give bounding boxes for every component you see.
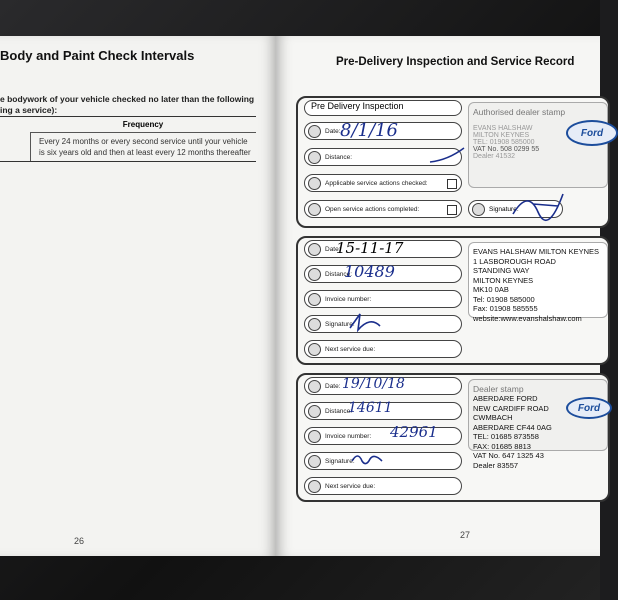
date-label: Date: [325,245,341,253]
radio-icon [308,318,321,331]
applicable-label: Applicable service actions checked: [325,179,428,187]
handwritten-distance-2: 10489 [344,262,395,281]
handwritten-signature-3 [348,447,388,471]
handwritten-invoice-3: 42961 [390,423,438,441]
handwritten-date-1: 8/1/16 [340,120,398,141]
right-page [276,36,604,556]
stamp-line: MK10 0AB [473,285,509,294]
stamp-line: NEW CARDIFF ROAD [473,403,549,413]
service-record-box-1 [296,236,610,365]
date-label: Date: [325,127,341,135]
stamp-line: MILTON KEYNES [473,132,530,139]
signature-label: Signature: [325,320,355,328]
radio-icon [308,455,321,468]
signature-label: Signature: [325,457,355,465]
invoice-label: Invoice number: [325,432,372,440]
date-label: Date: [325,382,341,390]
dealer-stamp-2 [468,242,608,323]
stamp-line: website:www.evanshalshaw.com [473,313,582,323]
radio-icon [308,203,321,216]
handwritten-date-2: 15-11-17 [336,239,404,257]
page-number-left: 26 [74,536,85,546]
radio-icon [308,177,321,190]
stamp-line: Fax: 01908 585555 [473,304,538,313]
stamp-line: FAX: 01685 8813 [473,441,531,451]
distance-label: Distance: [325,270,353,278]
radio-icon [472,203,485,216]
signature-label: Signature: [489,205,519,213]
radio-icon [308,293,321,306]
frequency-table [0,116,256,162]
radio-icon [308,151,321,164]
next-service-label: Next service due: [325,482,376,490]
stamp-line: EVANS HALSHAW MILTON KEYNES [473,247,600,256]
stamp-dealer: Dealer 41532 [473,153,516,160]
radio-icon [308,380,321,393]
left-page [0,36,276,556]
handwritten-signature-2 [346,310,386,334]
table-cell: Every 24 months or every second service until your vehicle is six years old and then at least every 12 months thereafter [30,133,256,161]
stamp-line: Dealer 83557 [473,460,519,470]
right-heading: Pre-Delivery Inspection and Service Record [336,56,575,68]
distance-label: Distance: [325,153,353,161]
stamp-line: 1 LASBOROUGH ROAD [473,256,556,266]
stamp-line: TEL: 01908 585000 [473,139,535,146]
radio-icon [308,405,321,418]
handwritten-date-3: 19/10/18 [342,376,405,392]
radio-icon [308,125,321,138]
checkbox[interactable] [447,179,457,189]
radio-icon [308,480,321,493]
stamp-title: Dealer stamp [473,384,524,394]
radio-icon [308,268,321,281]
left-heading: Body and Paint Check Intervals [0,48,195,63]
handwritten-distance-3: 14611 [348,400,393,416]
next-service-label: Next service due: [325,345,376,353]
radio-icon [308,343,321,356]
section1-title: Pre Delivery Inspection [304,100,462,116]
stamp-line: Tel: 01908 585000 [473,294,535,304]
stamp-line: TEL: 01685 873558 [473,432,539,441]
stamp-vat: VAT No. 508 0299 55 [473,146,540,153]
stamp-line: CWMBACH [473,413,513,422]
next-service-field-3[interactable] [304,477,462,495]
stamp-line: ABERDARE FORD [473,394,538,403]
open-label: Open service actions completed: [325,205,420,213]
next-service-field-2[interactable] [304,340,462,358]
pen-stroke [428,140,468,170]
ford-logo: Ford [566,120,618,146]
stamp-title: Authorised dealer stamp [473,107,566,117]
stamp-line: STANDING WAY [473,266,530,275]
invoice-field-2[interactable] [304,290,462,308]
invoice-field-3[interactable] [304,427,462,445]
radio-icon [308,430,321,443]
distance-label: Distance: [325,407,353,415]
stamp-line: ABERDARE CF44 0AG [473,422,552,432]
stamp-line: MILTON KEYNES [473,275,534,285]
radio-icon [308,243,321,256]
table-header: Frequency [30,117,256,133]
checkbox[interactable] [447,205,457,215]
invoice-label: Invoice number: [325,295,372,303]
stamp-line: EVANS HALSHAW [473,125,533,132]
left-intro-text: e bodywork of your vehicle checked no later than the following ing a service): [0,94,255,115]
applicable-actions-field[interactable] [304,174,462,192]
ford-logo: Ford [566,397,612,419]
open-actions-field[interactable] [304,200,462,218]
page-number-right: 27 [460,530,471,540]
stamp-line: VAT No. 647 1325 43 [473,451,544,460]
handwritten-signature-1 [508,184,568,224]
pre-delivery-inspection-box [296,96,610,228]
service-record-box-2 [296,373,610,502]
